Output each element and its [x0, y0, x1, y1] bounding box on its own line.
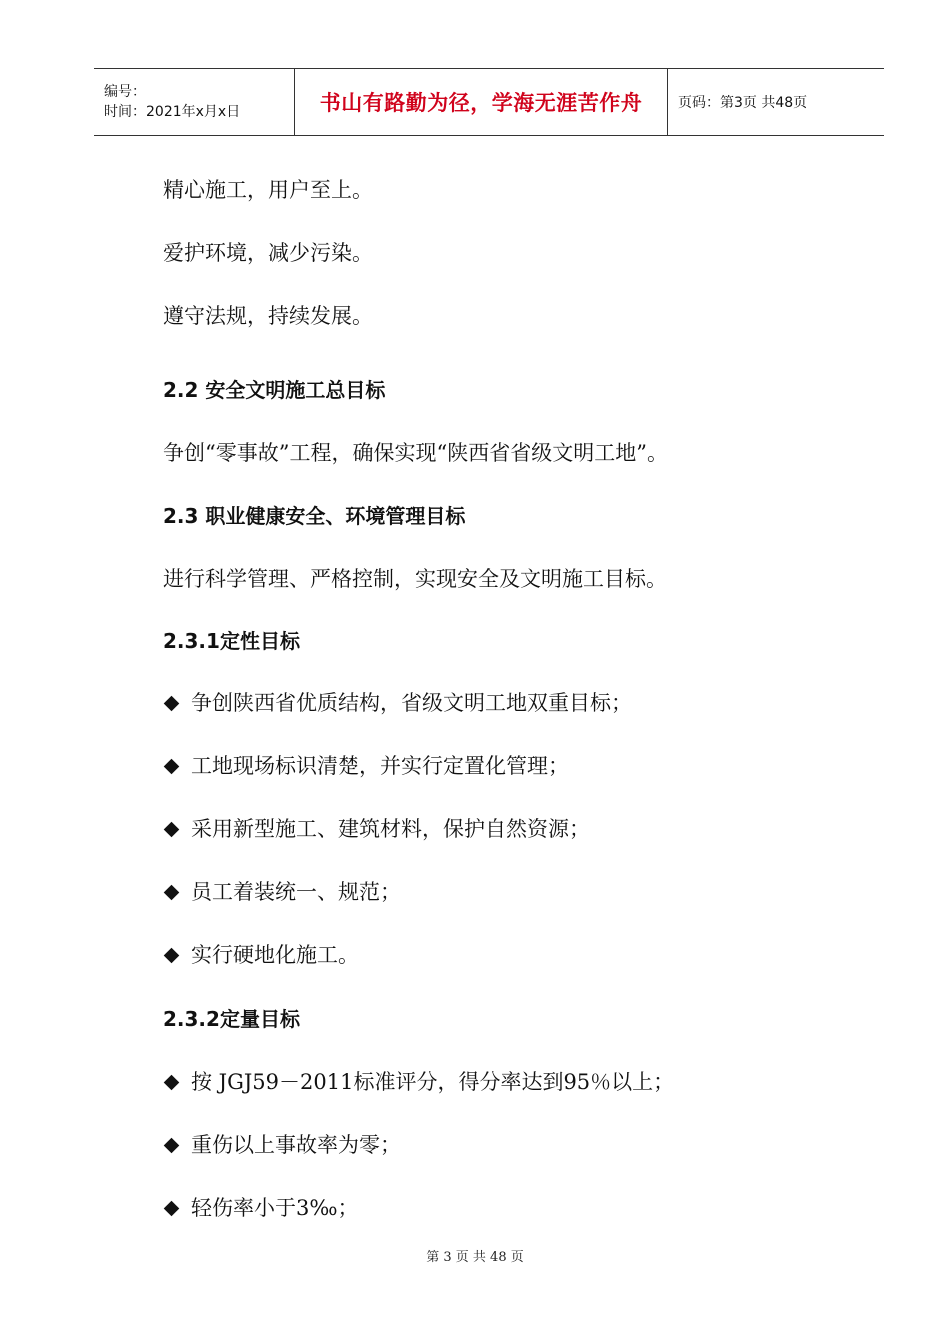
list-item — [163, 752, 569, 780]
list-item-text: 按 JGJ59－2011标准评分，得分率达到95％以上； — [191, 1070, 675, 1094]
diamond-bullet-icon — [164, 821, 180, 837]
section-heading-2-3-2: 2.3.2定量目标 — [163, 1007, 300, 1031]
diamond-bullet-icon — [164, 947, 180, 963]
diamond-bullet-icon — [164, 1200, 180, 1216]
list-item-text: 争创陕西省优质结构，省级文明工地双重目标； — [191, 691, 632, 715]
list-item — [163, 1131, 401, 1159]
header-meta — [94, 69, 295, 135]
list-item-text: 重伤以上事故率为零； — [191, 1133, 401, 1157]
list-item-text: 员工着装统一、规范； — [191, 880, 401, 904]
diamond-bullet-icon — [164, 884, 180, 900]
list-item — [163, 1194, 359, 1222]
time-label: 时间：2021年x月x日 — [104, 104, 241, 120]
list-item — [163, 941, 359, 969]
list-item — [163, 689, 632, 717]
paragraph: 争创“零事故”工程，确保实现“陕西省省级文明工地”。 — [163, 441, 668, 465]
diamond-bullet-icon — [164, 1137, 180, 1153]
diamond-bullet-icon — [164, 1074, 180, 1090]
list-item-text: 采用新型施工、建筑材料，保护自然资源； — [191, 817, 590, 841]
paragraph: 爱护环境，减少污染。 — [163, 241, 373, 265]
list-item-text: 轻伤率小于3‰； — [191, 1196, 359, 1220]
list-item-text: 工地现场标识清楚，并实行定置化管理； — [191, 754, 569, 778]
list-item — [163, 878, 401, 906]
paragraph: 遵守法规，持续发展。 — [163, 304, 373, 328]
page-footer: 第 3 页 共 48 页 — [426, 1250, 524, 1265]
section-heading-2-2: 2.2 安全文明施工总目标 — [163, 378, 386, 402]
section-heading-2-3-1: 2.3.1定性目标 — [163, 629, 300, 653]
list-item — [163, 815, 590, 843]
diamond-bullet-icon — [164, 758, 180, 774]
list-item — [163, 1068, 674, 1096]
paragraph: 精心施工，用户至上。 — [163, 178, 373, 202]
serial-label: 编号： — [104, 84, 146, 100]
list-item-text: 实行硬地化施工。 — [191, 943, 359, 967]
section-heading-2-3: 2.3 职业健康安全、环境管理目标 — [163, 504, 466, 528]
diamond-bullet-icon — [164, 695, 180, 711]
header-page-info: 页码：第3页 共48页 — [678, 95, 808, 111]
paragraph: 进行科学管理、严格控制，实现安全及文明施工目标。 — [163, 567, 667, 591]
header-motto: 书山有路勤为径，学海无涯苦作舟 — [295, 69, 668, 135]
page-header — [94, 68, 884, 136]
